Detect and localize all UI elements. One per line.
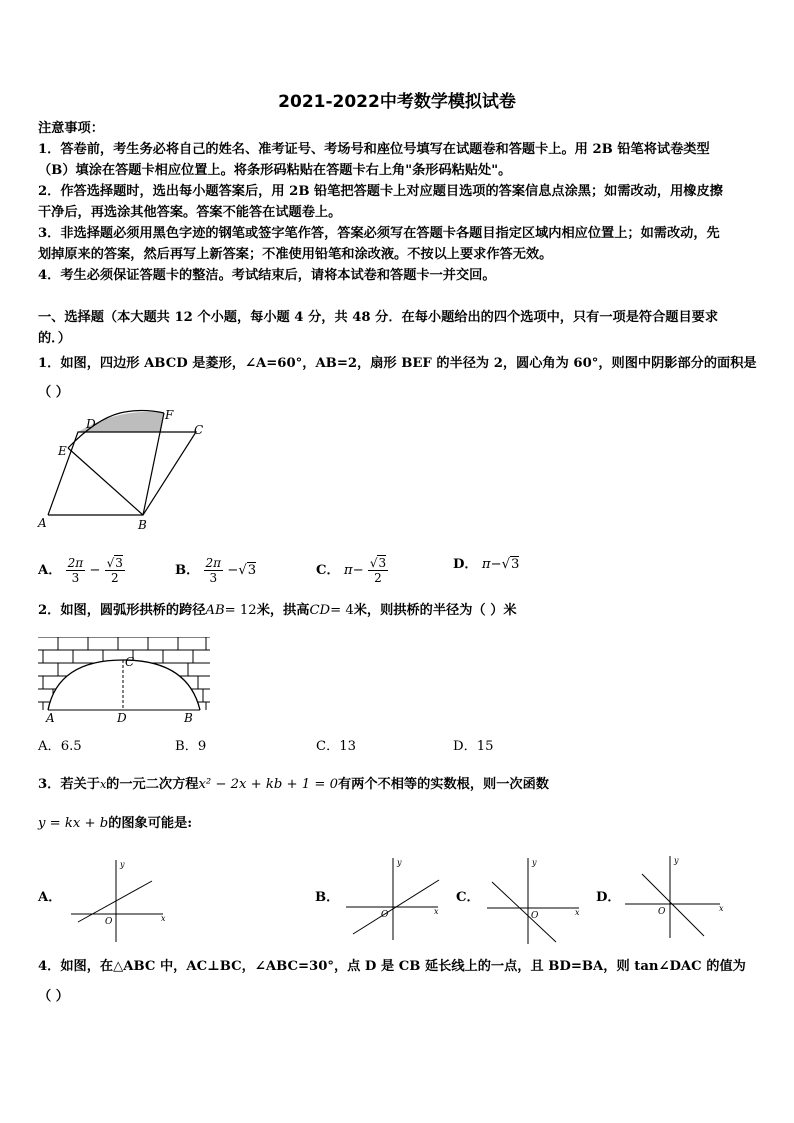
q2-option-c[interactable]: C．13 [316,739,357,754]
q2-label-D: D [117,711,127,725]
q1-rhombus-figure [36,405,206,530]
q1-option-a[interactable]: A． $\frac{2\pi}{3}$ − $\frac{√3}{2}$ [38,556,123,585]
svg-text:x: x [719,904,724,913]
q1-option-c[interactable]: C． π− $\frac{√3}{2}$ [316,556,387,585]
notice-line-5: 3．非选择题必须用黑色字迹的钢笔或签字笔作答，答案必须写在答题卡各题目指定区域内相应位置上；如需改动，先 [38,226,720,241]
svg-text:y: y [532,858,537,867]
q2-label-C: C [125,655,135,669]
notice-line-6: 划掉原来的答案，然后再写上新答案；不准使用铅笔和涂改液。不按以上要求作答无效。 [38,247,553,262]
q1-label-D: D [86,417,96,431]
q3-option-a[interactable]: A． [38,890,62,905]
notice-line-1: 1．答卷前，考生务必将自己的姓名、准考证号、考场号和座位号填写在试题卷和答题卡上。用 2B 铅笔将试卷类型 [38,142,710,157]
q1-label-E: E [58,444,67,458]
q3-line-a [78,881,152,922]
svg-text:y: y [120,860,125,869]
svg-text:y: y [674,856,679,865]
q2-option-d[interactable]: D．15 [453,739,494,754]
q1-label-A: A [38,516,47,530]
q3-line-d [642,874,704,936]
notice-line-7: 4．考生必须保证答题卡的整洁。考试结束后，请将本试卷和答题卡一并交回。 [38,268,496,283]
q1-paren: （ ） [38,385,69,400]
section-heading-line-2: 的．） [38,331,71,346]
svg-text:x: x [161,914,166,923]
svg-text:O: O [531,911,539,921]
svg-text:x: x [434,907,439,916]
q2-option-a[interactable]: A．6.5 [38,739,82,754]
q3-option-d[interactable]: D． [596,890,621,905]
q3-function-line: y = kx + b的图象可能是: [38,816,193,831]
svg-text:O: O [381,910,389,920]
q3-line-c [492,882,556,942]
notice-line-3: 2．作答选择题时，选出每小题答案后，用 2B 铅笔把答题卡上对应题目选项的答案信息点涂黑；如需改动，用橡皮擦 [38,184,723,199]
svg-text:O: O [105,917,113,927]
q1-label-F: F [165,408,174,422]
q1-segment-BE [68,448,143,515]
section-heading-line-1: 一、选择题（本大题共 12 个小题，每小题 4 分，共 48 分．在每小题给出的四个选项中，只有一项是符合题目要求 [38,310,719,325]
svg-text:O: O [658,907,666,917]
q4-stem: 4．如图，在△ABC 中，AC⊥BC，∠ABC=30°，点 D 是 CB 延长线上的一点，且 BD=BA，则 tan∠DAC 的值为 [38,959,746,974]
page-title: 2021-2022中考数学模拟试卷 [278,92,516,112]
q3-graph-b [343,854,448,946]
q2-label-A: A [46,711,55,725]
q1-option-d[interactable]: D． π−√3 [453,557,520,572]
q1-option-b[interactable]: B． $\frac{2\pi}{3}$ −√3 [175,556,257,585]
svg-text:x: x [575,908,580,917]
q3-graph-a [68,856,173,948]
q4-paren: （ ） [38,989,69,1004]
notice-line-2: （B）填涂在答题卡相应位置上。将条形码粘贴在答题卡右上角"条形码粘贴处"。 [38,163,512,178]
q1-label-C: C [194,423,204,437]
q2-option-b[interactable]: B．9 [175,739,207,754]
q3-option-b[interactable]: B． [315,890,340,905]
q3-stem: 3．若关于$^x$的一元二次方程x² − 2x + kb + 1 = 0有两个不相等的实数根，则一次函数 [38,777,549,792]
q2-label-B: B [184,711,193,725]
notice-heading: 注意事项： [38,121,104,136]
q2-arch [48,660,200,710]
q2-bridge-figure [38,632,213,724]
q1-rhombus [48,432,196,515]
q3-option-c[interactable]: C． [456,890,480,905]
q3-graph-d [622,852,732,944]
q3-graph-c [484,854,589,946]
svg-text:y: y [397,858,402,867]
q2-brick-wall [38,637,210,710]
q1-stem: 1．如图，四边形 ABCD 是菱形，∠A=60°，AB=2，扇形 BEF 的半径为 2，圆心角为 60°，则图中阴影部分的面积是 [38,356,757,371]
q1-label-B: B [138,518,147,532]
notice-line-4: 干净后，再选涂其他答案。答案不能答在试题卷上。 [38,205,342,220]
q2-stem: 2．如图，圆弧形拱桥的跨径AB= 12米，拱高CD= 4米，则拱桥的半径为（ ）米 [38,603,517,618]
